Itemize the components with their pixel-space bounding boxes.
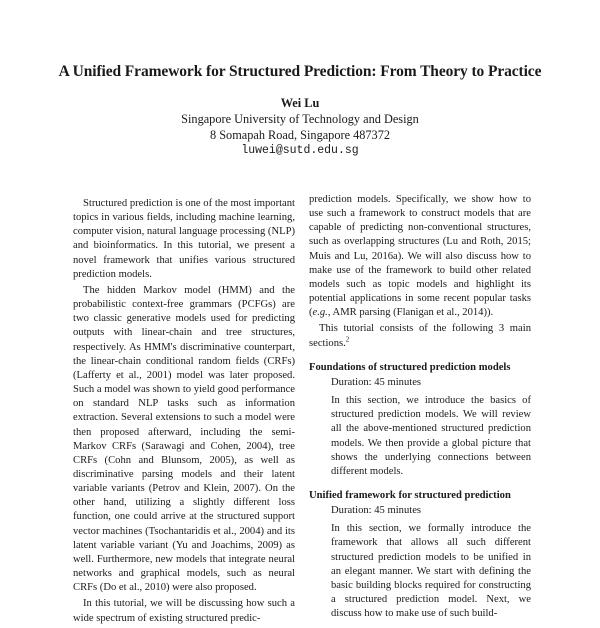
eg-abbrev: e.g.	[312, 307, 328, 319]
section-text-foundations: In this section, we introduce the basics of structured prediction models. We will review all the above-mentioned structured prediction models. We then provide a global picture that shows the underlying connections between different models.	[331, 395, 531, 477]
author-affiliation: Singapore University of Technology and Design	[181, 112, 419, 126]
left-column	[73, 197, 295, 628]
footnote-marker[interactable]: 2	[345, 335, 350, 344]
tutorial-paragraph: In this tutorial, we will be discussing how such a wide spectrum of existing structured predic-	[73, 598, 295, 624]
right-column	[309, 193, 531, 623]
sections-overview	[309, 322, 531, 350]
section-heading-foundations: Foundations of structured prediction models	[309, 361, 511, 373]
framework-paragraph	[309, 193, 531, 320]
intro-paragraph: Structured prediction is one of the most important topics in various fields, including machine learning, computer vision, natural language processing (NLP) and bioinformatics. In this tutorial, we present a novel framework that unifies various structured prediction models.	[73, 198, 295, 280]
section-text-unified: In this section, we formally introduce the framework that allows all such different structured prediction models to be unified in an elegant manner. We start with defining the basic building blocks required for constructing a structured prediction model. Next, we discuss how to make use of such build-	[331, 523, 531, 620]
author-address: 8 Somapah Road, Singapore 487372	[210, 128, 390, 142]
framework-text-end: , AMR parsing (Flanigan et al., 2014)).	[327, 307, 494, 319]
background-paragraph: The hidden Markov model (HMM) and the probabilistic context-free grammars (PCFGs) are two classic generative models used for predicting outputs with linear-chain and tree structures, respectively. As HMM's discriminative counterpart, the linear-chain conditional random fields (CRFs) (Lafferty et al., 2001) model was later proposed. Such a model was shown to yield good performance on standard NLP tasks such as information extraction. Several extensions to such a model were then proposed afterward, including the semi-Markov CRFs (Sarawagi and Cohen, 2004), tree CRFs (Cohn and Blunsom, 2005), as well as discriminative parsing models and their latent variable variants (Petrov and Klein, 2007). On the other hand, utilizing a slightly different loss function, one could arrive at the structured support vector machines (Tsochantaridis et al., 2004) and its latent variable variant (Yu and Joachims, 2009) as well. Furthermore, new models that integrate neural networks and graphical models, such as neural CRFs (Do et al., 2010) were also proposed.	[73, 284, 295, 594]
framework-text-start: prediction models. Specifically, we show how to use such a framework to construct models that are capable of predicting non-conventional structures, such as overlapping structures (Lu and Roth, 2015; Muis and Lu, 2016a). We will also discuss how to make use of the framework to build other related models such as topic models and highlight its potential applications in some recent popular tasks (	[309, 194, 531, 319]
sections-overview-text: This tutorial consists of the following 3 main sections.	[309, 323, 531, 349]
author-name: Wei Lu	[280, 96, 320, 110]
author-email[interactable]: luwei@sutd.edu.sg	[241, 144, 359, 157]
author-block	[0, 95, 600, 159]
section-heading-unified: Unified framework for structured prediction	[309, 489, 511, 501]
section-duration-foundations: Duration: 45 minutes	[331, 376, 422, 388]
paper-title: A Unified Framework for Structured Prediction: From Theory to Practice	[58, 63, 542, 80]
section-duration-unified: Duration: 45 minutes	[331, 505, 422, 517]
